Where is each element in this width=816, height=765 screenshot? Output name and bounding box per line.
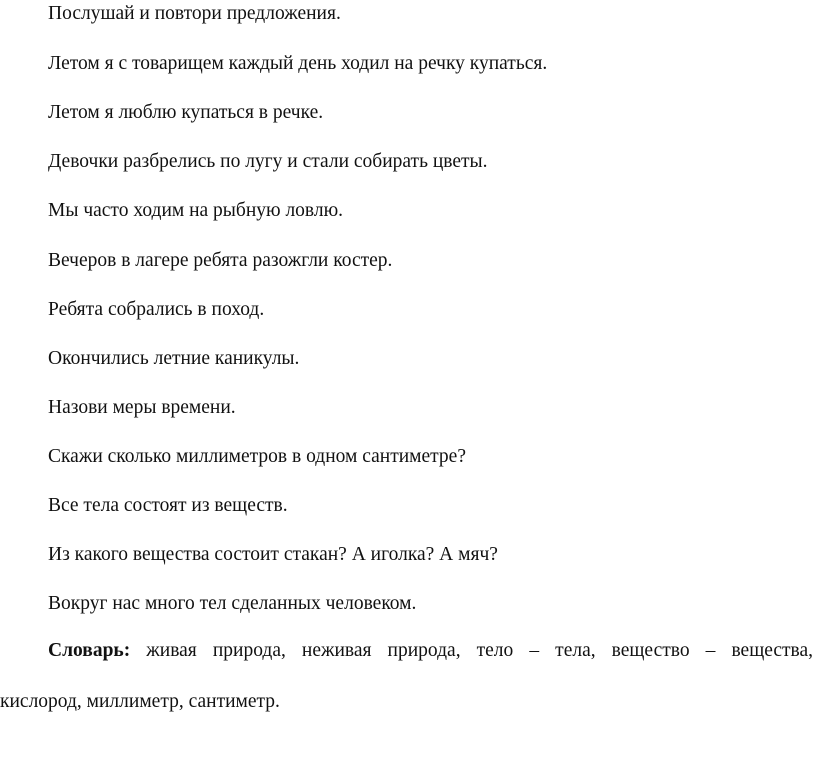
vocabulary-paragraph xyxy=(48,639,813,663)
paragraph-line-4: Девочки разбрелись по лугу и стали собирать цветы. xyxy=(48,151,488,172)
paragraph-line-2: Летом я с товарищем каждый день ходил на речку купаться. xyxy=(48,53,548,74)
paragraph-line-3: Летом я люблю купаться в речке. xyxy=(48,102,324,123)
paragraph-line-10: Скажи сколько миллиметров в одном сантиметре? xyxy=(48,446,466,467)
vocabulary-list: живая природа, неживая природа, тело – тела, вещество – вещества, xyxy=(146,640,814,661)
paragraph-line-1: Послушай и повтори предложения. xyxy=(48,3,341,24)
vocabulary-continuation: кислород, миллиметр, сантиметр. xyxy=(0,691,280,712)
paragraph-line-5: Мы часто ходим на рыбную ловлю. xyxy=(48,200,344,221)
paragraph-line-13: Вокруг нас много тел сделанных человеком. xyxy=(48,593,417,614)
paragraph-line-7: Ребята собрались в поход. xyxy=(48,299,265,320)
paragraph-line-6: Вечеров в лагере ребята разожгли костер. xyxy=(48,250,393,271)
paragraph-line-12: Из какого вещества состоит стакан? А иголка? А мяч? xyxy=(48,544,498,565)
paragraph-line-11: Все тела состоят из веществ. xyxy=(48,495,288,516)
paragraph-line-8: Окончились летние каникулы. xyxy=(48,348,300,369)
vocabulary-term: Словарь: xyxy=(48,640,131,661)
paragraph-line-9: Назови меры времени. xyxy=(48,397,236,418)
